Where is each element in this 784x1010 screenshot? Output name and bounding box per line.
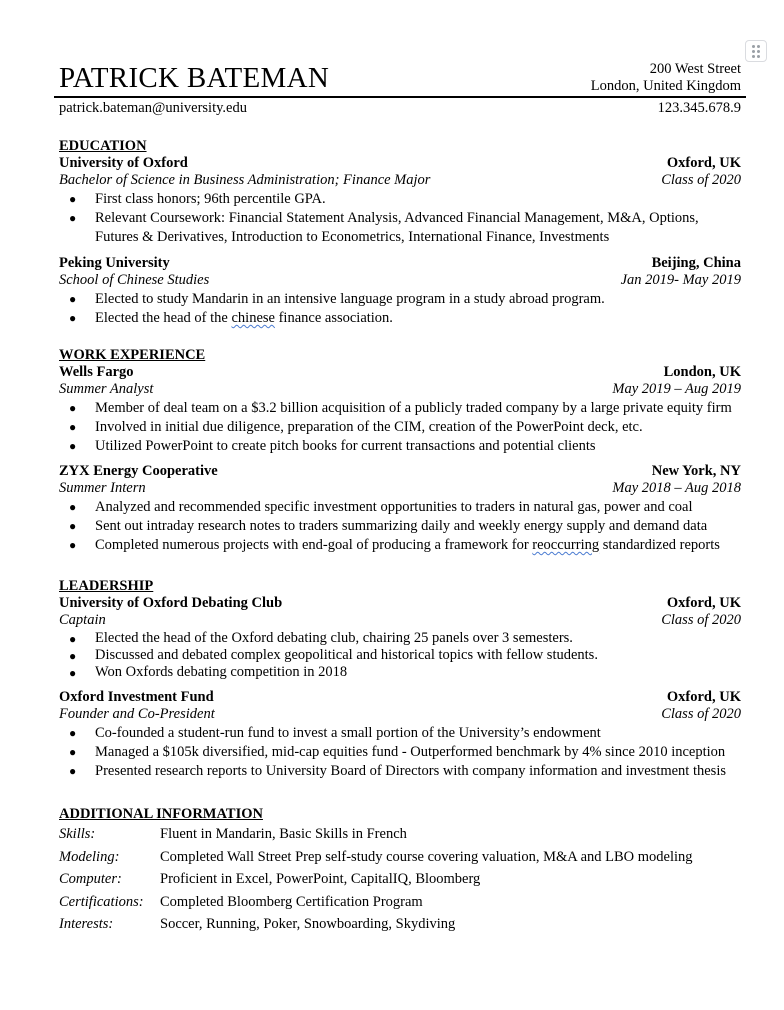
entry-date: Class of 2020 xyxy=(661,612,741,628)
entry-subtitle: Bachelor of Science in Business Administration; Finance Major xyxy=(59,172,431,188)
entry-location: Oxford, UK xyxy=(666,689,741,705)
bullet-item: ● Presented research reports to University Board of Directors with company information and investment thesis xyxy=(59,762,741,781)
bullet-suffix: finance association. xyxy=(274,310,393,326)
leadership-entry xyxy=(59,595,741,681)
info-row xyxy=(59,825,741,848)
entry-date: May 2019 – Aug 2019 xyxy=(612,381,741,397)
entry-location: New York, NY xyxy=(651,463,741,479)
bullet-item: ● Sent out intraday research notes to traders summarizing daily and weekly energy supply and demand data xyxy=(59,517,741,536)
entry-subtitle: School of Chinese Studies xyxy=(59,272,210,288)
entry-bullets xyxy=(59,399,741,456)
info-value: Fluent in Mandarin, Basic Skills in French xyxy=(160,826,407,842)
resume-header xyxy=(59,60,741,98)
entry-org: Peking University xyxy=(59,255,170,271)
entry-org: Oxford Investment Fund xyxy=(59,689,214,705)
entry-org: University of Oxford Debating Club xyxy=(59,595,283,611)
education-entry xyxy=(59,155,741,247)
spellcheck-word[interactable]: chinese xyxy=(231,310,275,326)
entry-bullets xyxy=(59,630,741,681)
entry-location: Oxford, UK xyxy=(666,155,741,171)
info-label: Modeling: xyxy=(59,848,120,865)
address-line-2: London, United Kingdom xyxy=(590,78,741,94)
email-text: patrick.bateman@university.edu xyxy=(59,100,247,116)
info-row xyxy=(59,915,741,938)
education-entry xyxy=(59,255,741,328)
bullet-item: ● Utilized PowerPoint to create pitch books for current transactions and potential clients xyxy=(59,437,741,456)
entry-subtitle: Summer Intern xyxy=(59,480,146,496)
bullet-item: ● Won Oxfords debating competition in 2018 xyxy=(59,664,741,681)
info-row xyxy=(59,848,741,871)
leadership-entry xyxy=(59,689,741,781)
bullet-item: ● Analyzed and recommended specific investment opportunities to traders in natural gas, power and coal xyxy=(59,498,741,517)
section-title-additional: ADDITIONAL INFORMATION xyxy=(59,806,263,822)
info-label: Certifications: xyxy=(59,893,144,910)
bullet-item: ● Managed a $105k diversified, mid-cap equities fund - Outperformed benchmark by 4% since 2010 inception xyxy=(59,743,741,762)
bullet-item: ● First class honors; 96th percentile GPA. xyxy=(59,190,741,209)
info-label: Interests: xyxy=(59,916,114,932)
leadership-section xyxy=(59,577,741,781)
drag-handle-icon[interactable] xyxy=(745,40,767,62)
work-entry xyxy=(59,463,741,555)
entry-date: Class of 2020 xyxy=(661,172,741,188)
bullet-item xyxy=(59,536,741,555)
info-value: Completed Wall Street Prep self-study course covering valuation, M&A and LBO modeling xyxy=(160,848,693,865)
work-entry xyxy=(59,364,741,456)
entry-bullets xyxy=(59,190,741,247)
bullet-item: ● Relevant Coursework: Financial Statement Analysis, Advanced Financial Management, M&A, Options, Futures & Derivatives, Introduction to Econometrics, International Finance, Investments xyxy=(59,209,741,247)
entry-bullets xyxy=(59,498,741,555)
bullet-suffix: standardized reports xyxy=(599,537,720,553)
entry-location: Beijing, China xyxy=(651,255,741,271)
bullet-item: ● Discussed and debated complex geopolitical and historical topics with fellow students. xyxy=(59,647,741,664)
bullet-prefix: Completed numerous projects with end-goal of producing a framework for xyxy=(95,537,533,553)
entry-subtitle: Captain xyxy=(59,612,106,628)
info-value: Completed Bloomberg Certification Program xyxy=(160,893,423,910)
entry-org: Wells Fargo xyxy=(59,364,134,380)
entry-location: Oxford, UK xyxy=(666,595,741,611)
bullet-prefix: Elected the head of the xyxy=(95,310,232,326)
entry-org: ZYX Energy Cooperative xyxy=(59,463,218,479)
entry-org: University of Oxford xyxy=(59,155,188,171)
info-label: Computer: xyxy=(59,871,122,887)
info-value: Proficient in Excel, PowerPoint, CapitalIQ, Bloomberg xyxy=(160,871,481,887)
education-section xyxy=(59,137,741,328)
address-line-1: 200 West Street xyxy=(649,61,741,77)
section-title-work: WORK EXPERIENCE xyxy=(59,347,206,363)
entry-date: Jan 2019- May 2019 xyxy=(620,272,741,288)
bullet-item: ● Member of deal team on a $3.2 billion acquisition of a publicly traded company by a large private equity firm xyxy=(59,399,741,418)
info-row xyxy=(59,870,741,893)
spellcheck-word[interactable]: reoccurring xyxy=(532,537,600,553)
entry-bullets xyxy=(59,724,741,781)
bullet-item xyxy=(59,309,741,328)
info-value: Soccer, Running, Poker, Snowboarding, Skydiving xyxy=(160,916,456,932)
entry-subtitle: Summer Analyst xyxy=(59,381,154,397)
entry-location: London, UK xyxy=(663,364,741,380)
section-title-leadership: LEADERSHIP xyxy=(59,578,154,594)
phone-text: 123.345.678.9 xyxy=(657,100,741,116)
bullet-item: ● Involved in initial due diligence, preparation of the CIM, creation of the PowerPoint deck, etc. xyxy=(59,418,741,437)
section-title-education: EDUCATION xyxy=(59,138,147,154)
info-label: Skills: xyxy=(59,826,96,842)
entry-date: Class of 2020 xyxy=(661,706,741,722)
bullet-item: ● Co-founded a student-run fund to invest a small portion of the University’s endowment xyxy=(59,724,741,743)
address-block xyxy=(591,61,741,95)
work-section xyxy=(59,346,741,555)
additional-section xyxy=(59,805,741,938)
candidate-name: PATRICK BATEMAN xyxy=(59,62,330,94)
header-divider xyxy=(54,96,746,98)
entry-date: May 2018 – Aug 2018 xyxy=(612,480,741,496)
bullet-item: ● Elected to study Mandarin in an intensive language program in a study abroad program. xyxy=(59,290,741,309)
entry-subtitle: Founder and Co-President xyxy=(59,706,215,722)
bullet-item: ● Elected the head of the Oxford debating club, chairing 25 panels over 3 semesters. xyxy=(59,630,741,647)
entry-bullets xyxy=(59,290,741,328)
info-row xyxy=(59,893,741,916)
